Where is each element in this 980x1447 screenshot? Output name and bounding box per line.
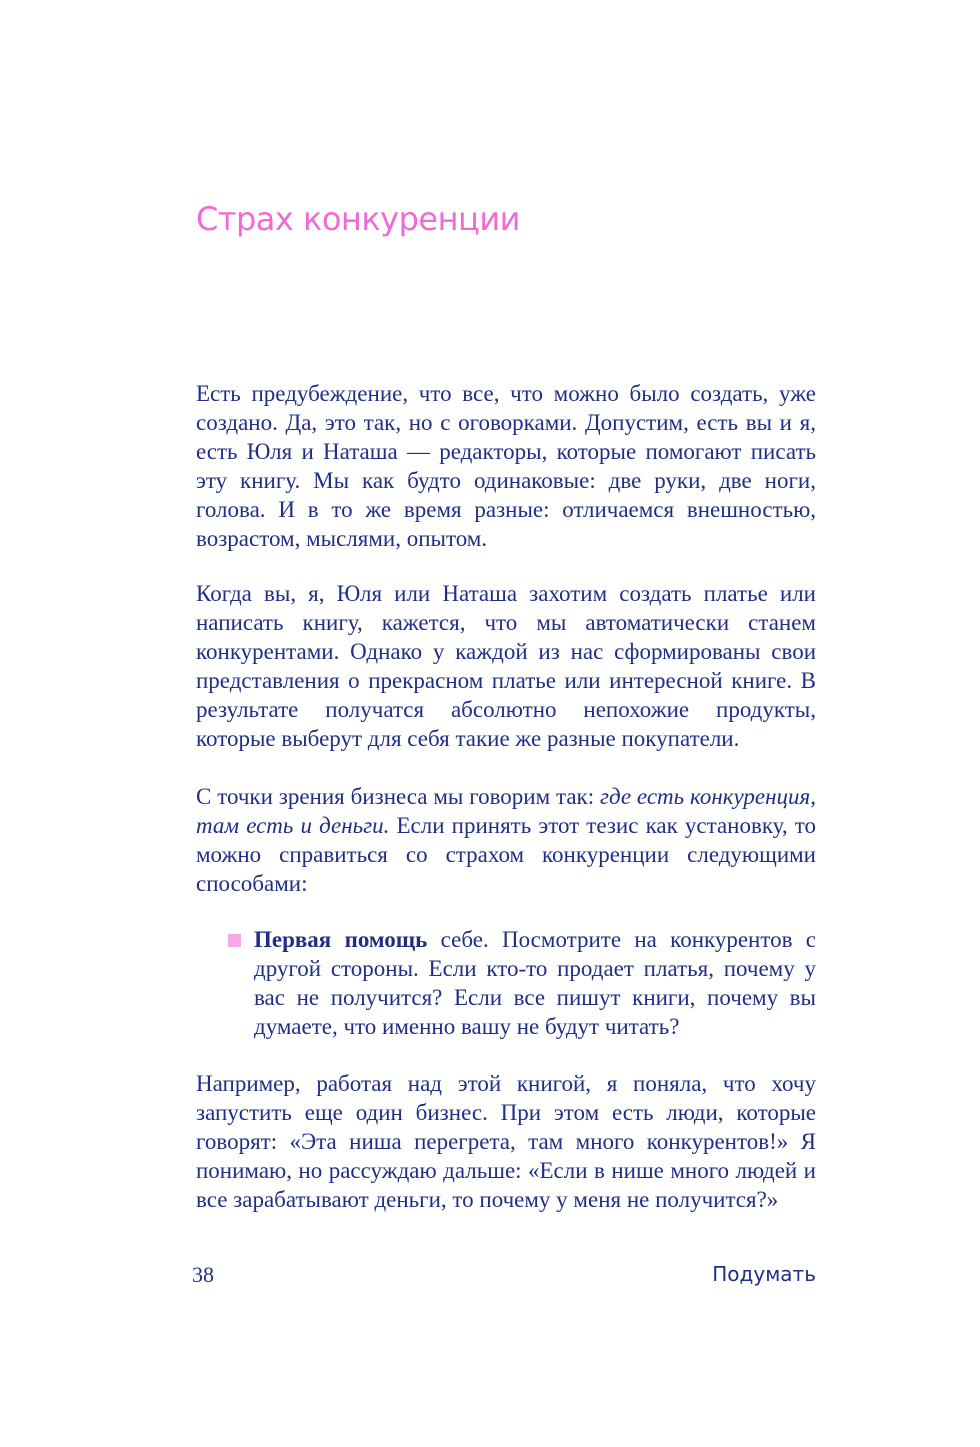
paragraph-2: Когда вы, я, Юля или Наташа захотим создать платье или написать книгу, кажется, что мы автоматически станем конкурентами. Однако у каждой из нас сформированы свои представления о прекрасном платье или интересной книге. В результате получатся абсолютно непохожие продукты, которые выберут для себя такие же разные покупатели. — [196, 581, 816, 751]
paragraph-3-italic-thesis: где есть конкуренция, там есть и деньги. — [196, 784, 816, 838]
paragraph-3-start: С точки зрения бизнеса мы говорим так: — [196, 784, 600, 809]
paragraph-3-end: Если принять этот тезис как установку, то можно справиться со страхом конкуренции следующими способами: — [196, 812, 816, 896]
square-bullet-icon — [228, 934, 241, 947]
list-item-text: себе. Посмотрите на конкурентов с другой стороны. Если кто-то продает платья, почему у вас не получится? Если все пишут книги, почему вы думаете, что именно вашу не будут читать? — [254, 927, 816, 1039]
paragraph-1: Есть предубеждение, что все, что можно было создать, уже создано. Да, это так, но с оговорками. Допустим, есть вы и я, есть Юля и Наташа — редакторы, которые помогают писать эту книгу. Мы как будто одинаковые: две руки, две ноги, голова. И в то же время разные: отличаемся внешностью, возрастом, мыслями, опытом. — [196, 381, 816, 551]
list-item — [196, 926, 816, 1042]
page-number: 38 — [192, 1262, 214, 1287]
list-item-bold-lead: Первая помощь — [254, 927, 428, 952]
bullet-list — [196, 926, 816, 1042]
paragraph-4: Например, работая над этой книгой, я поняла, что хочу запустить еще один бизнес. При этом есть люди, которые говорят: «Эта ниша перегрета, там много конкурентов!» Я понимаю, но рассуждаю дальше: «Если в нише много людей и все зарабатывают деньги, то почему у меня не получится?» — [196, 1071, 816, 1212]
chapter-title: Страх конкуренции — [196, 200, 520, 238]
running-footer-section: Подумать — [712, 1262, 816, 1286]
paragraph-3 — [196, 783, 816, 899]
